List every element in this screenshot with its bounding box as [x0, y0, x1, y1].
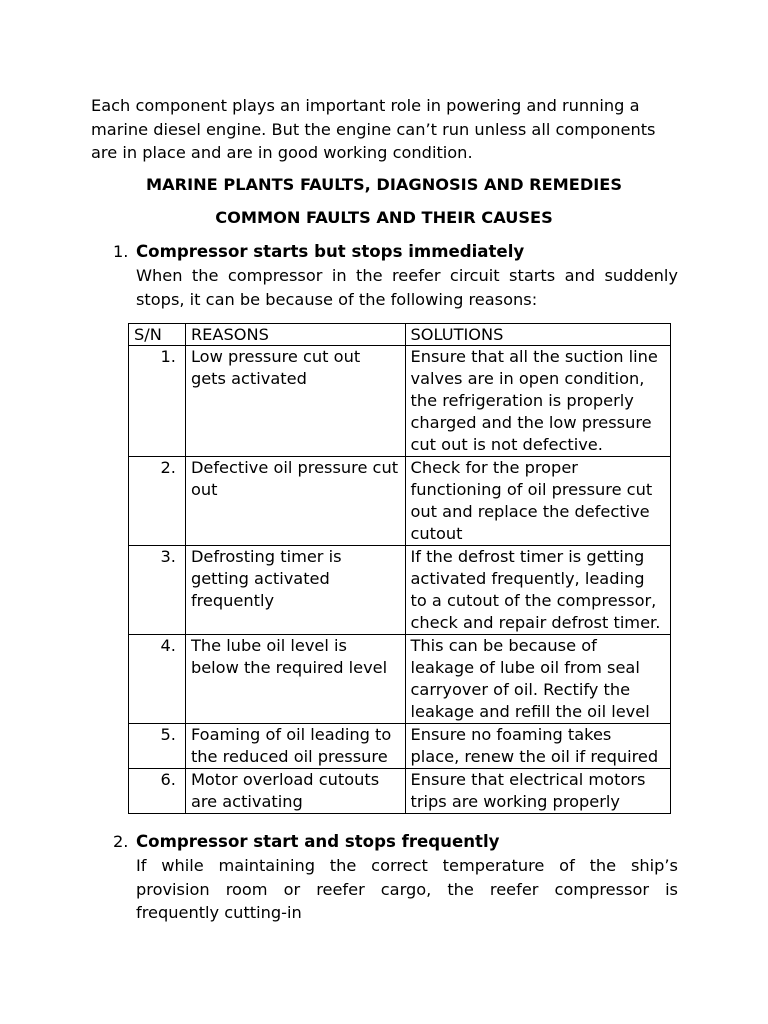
- table-row: [129, 724, 671, 769]
- row-sn: 5.: [129, 724, 186, 769]
- row-reason: Motor overload cutouts are activating: [185, 769, 405, 814]
- main-heading: MARINE PLANTS FAULTS, DIAGNOSIS AND REMEDIES: [145, 175, 623, 194]
- table-row: [129, 457, 671, 546]
- table-row: [129, 769, 671, 814]
- row-reason: Foaming of oil leading to the reduced oil pressure: [185, 724, 405, 769]
- row-solution: Ensure that electrical motors trips are working properly: [405, 769, 670, 814]
- header-sn: S/N: [129, 324, 186, 346]
- header-solutions: SOLUTIONS: [405, 324, 670, 346]
- row-reason: Defective oil pressure cut out: [185, 457, 405, 546]
- header-reasons: REASONS: [185, 324, 405, 346]
- row-solution: Ensure that all the suction line valves are in open condition, the refrigeration is properly charged and the low pressure cut out is not defective.: [405, 346, 670, 457]
- row-sn: 6.: [129, 769, 186, 814]
- row-solution: Ensure no foaming takes place, renew the oil if required: [405, 724, 670, 769]
- row-reason: Defrosting timer is getting activated frequently: [185, 546, 405, 635]
- sub-heading: COMMON FAULTS AND THEIR CAUSES: [215, 208, 553, 227]
- row-sn: 2.: [129, 457, 186, 546]
- table-row: [129, 546, 671, 635]
- row-reason: The lube oil level is below the required level: [185, 635, 405, 724]
- row-sn: 1.: [129, 346, 186, 457]
- section-title: Compressor starts but stops immediately: [136, 242, 525, 261]
- table-row: [129, 635, 671, 724]
- section-body: If while maintaining the correct temperature of the ship’s provision room or reefer cargo, the reefer compressor is frequently cutting-in: [136, 856, 678, 922]
- table-row: [129, 346, 671, 457]
- row-sn: 3.: [129, 546, 186, 635]
- intro-paragraph: Each component plays an important role in powering and running a marine diesel engine. But the engine can’t run unless all components are in place and are in good working condition.: [91, 96, 656, 162]
- table-header-row: [129, 324, 671, 346]
- row-solution: If the defrost timer is getting activated frequently, leading to a cutout of the compressor, check and repair defrost timer.: [405, 546, 670, 635]
- faults-table: [128, 323, 671, 814]
- section-number: 2.: [113, 832, 129, 851]
- row-solution: This can be because of leakage of lube oil from seal carryover of oil. Rectify the leakage and refill the oil level: [405, 635, 670, 724]
- section-body: When the compressor in the reefer circuit starts and suddenly stops, it can be because of the following reasons:: [136, 266, 678, 309]
- section-title: Compressor start and stops frequently: [136, 832, 500, 851]
- row-solution: Check for the proper functioning of oil pressure cut out and replace the defective cutout: [405, 457, 670, 546]
- section-number: 1.: [113, 242, 129, 261]
- row-reason: Low pressure cut out gets activated: [185, 346, 405, 457]
- row-sn: 4.: [129, 635, 186, 724]
